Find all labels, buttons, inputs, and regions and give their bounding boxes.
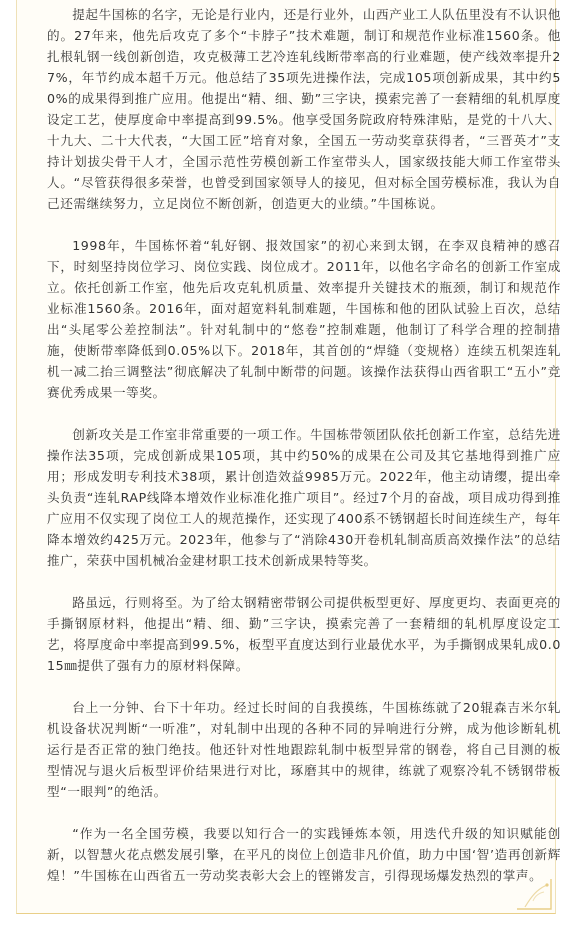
article-paragraph-4: 路虽远，行则将至。为了给太钢精密带钢公司提供板型更好、厚度更均、表面更亮的手撕钢原材料，他提出“精、细、勤”三字诀，摸索完善了一套精细的轧机厚度设定工艺，将厚度命中率提高到99.5%，板型平直度达到行业最优水平，为手撕钢成果轧成0.015㎜提供了强有力的原材料保障。 xyxy=(47,595,561,673)
article-frame xyxy=(16,0,562,914)
corner-ornament-icon xyxy=(513,877,553,911)
article-body xyxy=(47,4,561,886)
article-paragraph-3: 创新攻关是工作室非常重要的一项工作。牛国栋带领团队依托创新工作室，总结先进操作法35项，完成创新成果105项，其中约50%的成果在公司及其它基地得到推广应用；形成发明专利技术38项，累计创造效益9985万元。2022年，他主动请缨，提出牵头负责“连轧RAP线降本增效作业标准化推广项目”。经过7个月的奋战，项目成功得到推广应用不仅实现了岗位工人的规范操作，还实现了400系不锈钢超长时间连续生产，每年降本增效约425万元。2023年，他参与了“消除430开卷机轧制高质高效操作法”的总结推广，荣获中国机械冶金建材职工技术创新成果特等奖。 xyxy=(47,427,562,568)
article-paragraph-2: 1998年，牛国栋怀着“轧好钢、报效国家”的初心来到太钢，在李双良精神的感召下，时刻坚持岗位学习、岗位实践、岗位成才。2011年，以他名字命名的创新工作室成立。依托创新工作室，他先后攻克轧机质量、效率提升关键技术的瓶颈，制订和规范作业标准1560条。2016年，面对超宽料轧制难题，牛国栋和他的团队试验上百次，总结出“头尾零公差控制法”。针对轧制中的“悠卷”控制难题，他制订了科学合理的控制措施，使断带率降低到0.05%以下。2018年，其首创的“焊缝（变规格）连续五机架连轧机一减二抬三调整法”彻底解决了轧制中断带的问题。该操作法获得山西省职工“五小”竞赛优秀成果一等奖。 xyxy=(47,238,561,400)
article-paragraph-5: 台上一分钟、台下十年功。经过长时间的自我摸练，牛国栋练就了20辊森吉米尔轧机设备状况判断“一听准”，对轧制中出现的各种不同的异响进行分辨，成为他诊断轧机运行是否正常的独门绝技。他还针对性地跟踪轧制中板型异常的钢卷，将自己目测的板型情况与退火后板型评价结果进行对比，琢磨其中的规律，练就了观察冷轧不锈钢带板型“一眼判”的绝活。 xyxy=(47,700,561,799)
article-paragraph-6: “作为一名全国劳模，我要以知行合一的实践锤炼本领，用迭代升级的知识赋能创新，以智慧火花点燃发展引擎，在平凡的岗位上创造非凡价值，助力中国‘智’造再创新辉煌！”牛国栋在山西省五一劳动奖表彰大会上的铿锵发言，引得现场爆发热烈的掌声。 xyxy=(47,826,561,883)
article-paragraph-1: 提起牛国栋的名字，无论是行业内，还是行业外，山西产业工人队伍里没有不认识他的。27年来，他先后攻克了多个“卡脖子”技术难题，制订和规范作业标准1560条。他扎根轧钢一线创新创造，攻克极薄工艺冷连轧线断带率高的行业难题，使产线效率提升27%，年节约成本超千万元。他总结了35项先进操作法，完成105项创新成果，其中约50%的成果得到推广应用。他提出“精、细、勤”三字诀，摸索完善了一套精细的轧机厚度设定工艺，使厚度命中率提高到99.5%。他享受国务院政府特殊津贴，是党的十八大、十九大、二十大代表，“大国工匠”培育对象，全国五一劳动奖章获得者，“三晋英才”支持计划拔尖骨干人才，全国示范性劳模创新工作室带头人，国家级技能大师工作室带头人。“尽管获得很多荣誉，也曾受到国家领导人的接见，但对标全国劳模标准，我认为自己还需继续努力，立足岗位不断创新，创造更大的业绩。”牛国栋说。 xyxy=(47,7,561,211)
